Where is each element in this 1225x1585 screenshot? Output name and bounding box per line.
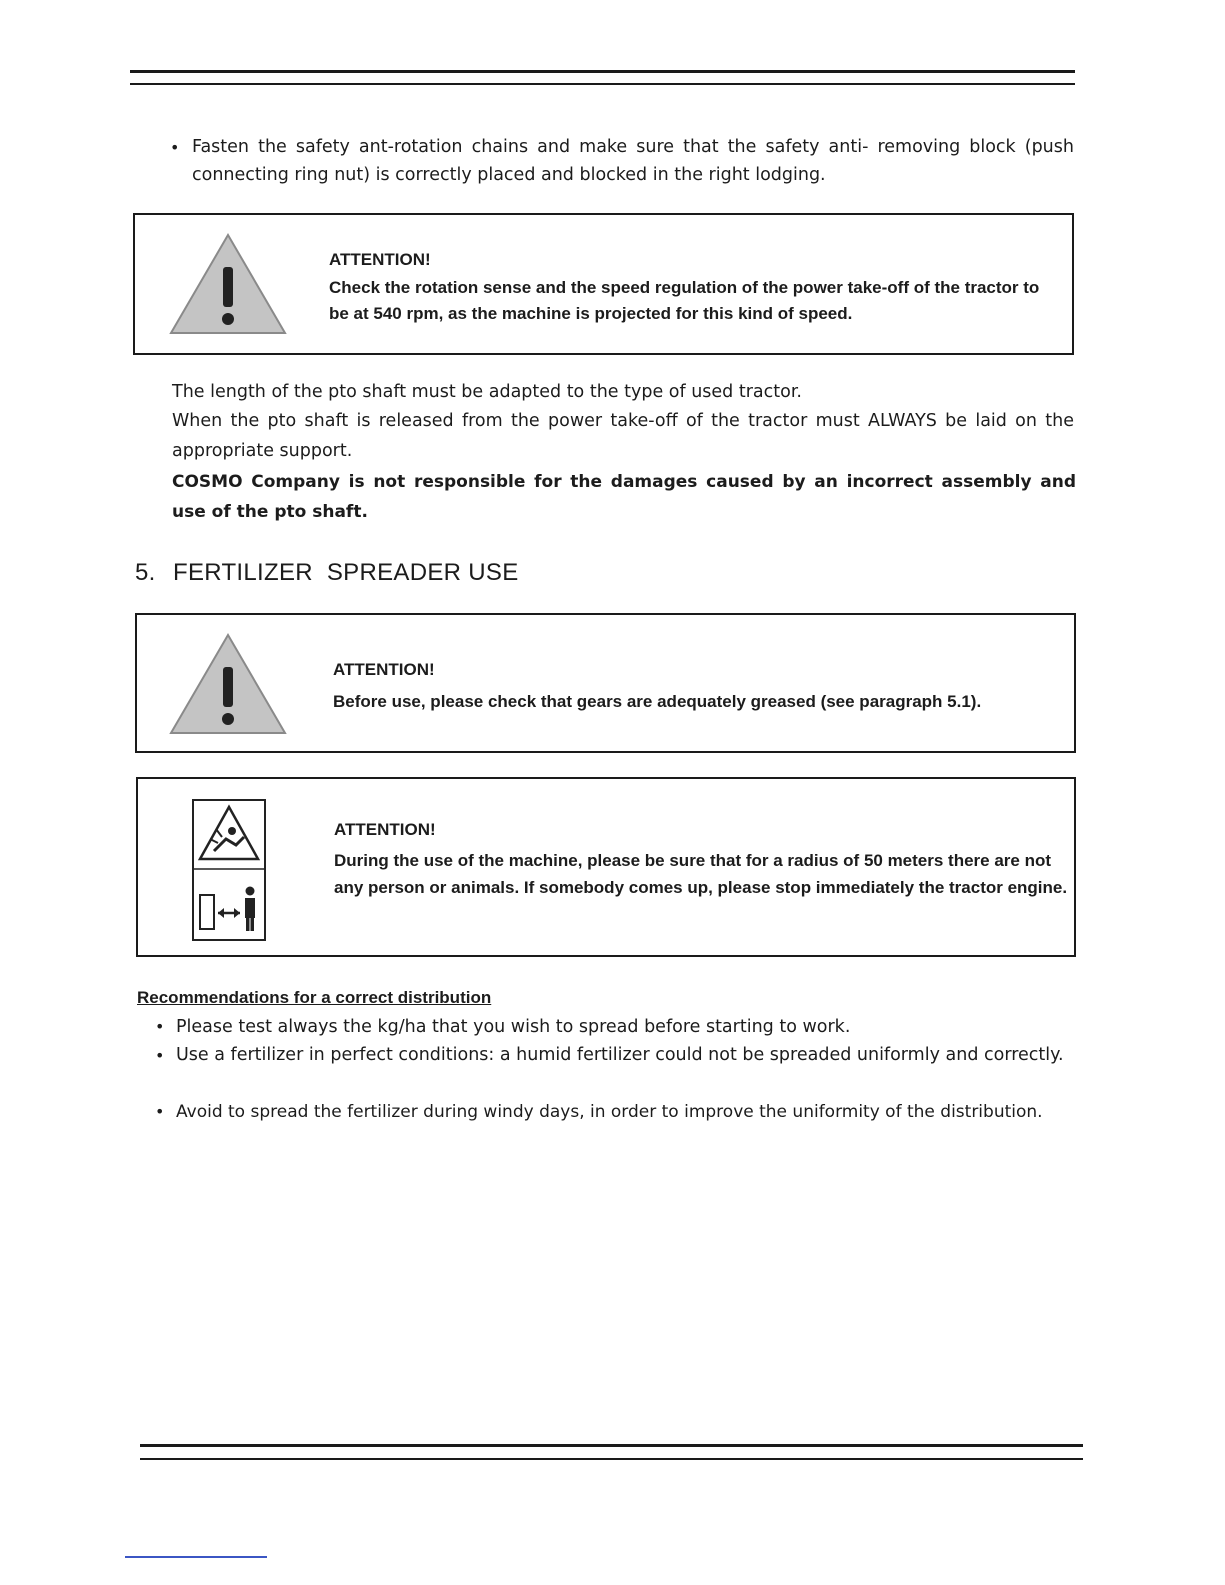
recommendation-item: Avoid to spread the fertilizer during windy days, in order to improve the uniformity of the distribution.	[176, 1102, 1043, 1122]
disclaimer-text: COSMO Company is not responsible for the damages caused by an incorrect assembly and use of the pto shaft.	[172, 472, 1076, 522]
warning-triangle-icon	[167, 631, 289, 741]
footer-rule-thin	[140, 1458, 1083, 1460]
warning-box-radius	[136, 777, 1076, 957]
warning-title: ATTENTION!	[334, 820, 436, 839]
warning-title: ATTENTION!	[329, 250, 431, 269]
recommendation-item: Use a fertilizer in perfect conditions: a humid fertilizer could not be spreaded uniformly and correctly.	[176, 1045, 1064, 1065]
warning-text: Check the rotation sense and the speed regulation of the power take-off of the tractor to be at 540 rpm, as the machine is projected for this kind of speed.	[329, 278, 1040, 323]
warning-triangle-icon	[167, 231, 289, 341]
bullet-dot: •	[155, 1017, 165, 1036]
warning-text: During the use of the machine, please be sure that for a radius of 50 meters there are not any person or animals. If somebody comes up, please stop immediately the tractor engine.	[334, 851, 1068, 897]
section-number: 5.	[135, 559, 156, 586]
warning-text: Before use, please check that gears are adequately greased (see paragraph 5.1).	[333, 692, 982, 711]
intro-bullet-text: Fasten the safety ant-rotation chains and make sure that the safety anti- removing block (push connecting ring nut) is correctly placed and blocked in the right lodging.	[192, 137, 1074, 185]
recommendations-heading: Recommendations for a correct distribution	[137, 988, 492, 1007]
pto-release-text: When the pto shaft is released from the power take-off of the tractor must ALWAYS be laid on the appropriate support.	[172, 411, 1074, 461]
recommendation-item: Please test always the kg/ha that you wish to spread before starting to work.	[176, 1017, 851, 1037]
footnote-link-underline[interactable]	[125, 1556, 267, 1558]
footer-rule-thick	[140, 1444, 1083, 1447]
warning-title: ATTENTION!	[333, 660, 435, 679]
pto-length-text: The length of the pto shaft must be adapted to the type of used tractor.	[172, 382, 802, 402]
bullet-dot: •	[170, 138, 180, 157]
bullet-dot: •	[155, 1046, 165, 1065]
bullet-dot: •	[155, 1102, 165, 1121]
projectile-hazard-icon	[192, 799, 266, 945]
section-title: FERTILIZER SPREADER USE	[173, 559, 519, 586]
header-rule-thick	[130, 70, 1075, 73]
header-rule-thin	[130, 83, 1075, 85]
warning-box-rotation	[133, 213, 1074, 355]
warning-box-grease	[135, 613, 1076, 753]
